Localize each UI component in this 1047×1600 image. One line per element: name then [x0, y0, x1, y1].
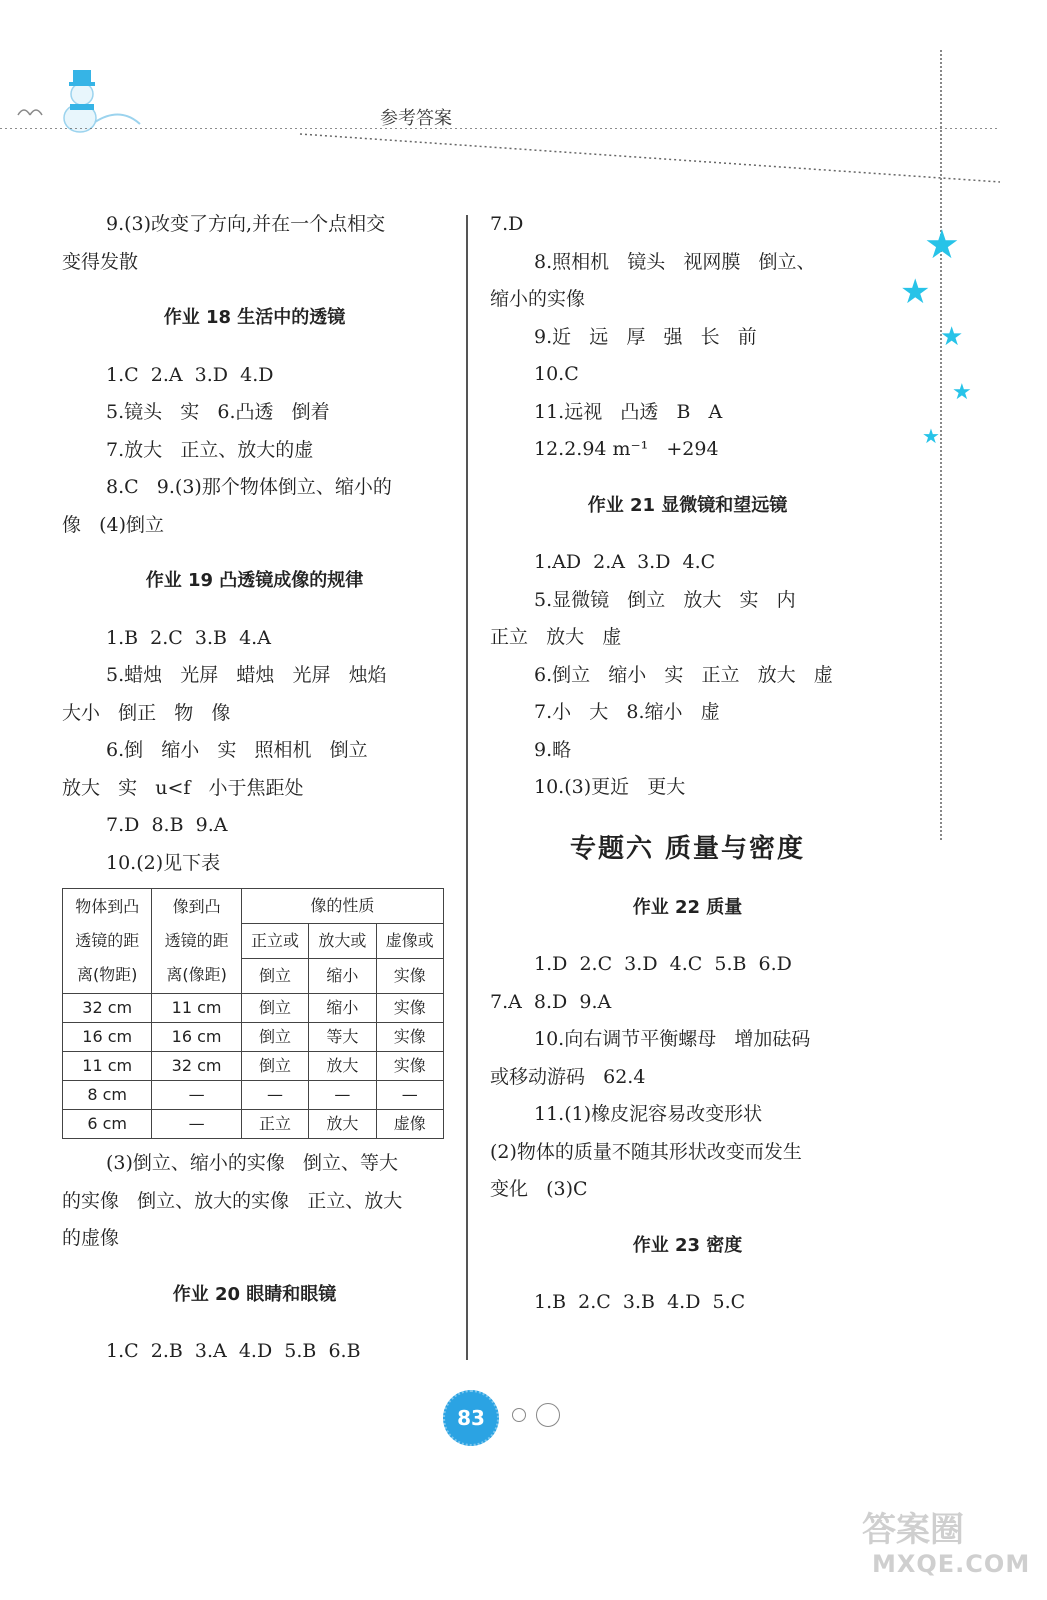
answer-line: 9.略: [534, 738, 572, 761]
table-subheader: 放大或: [309, 924, 376, 959]
answer-line: 1.B 2.C 3.B 4.D 5.C: [534, 1291, 746, 1313]
answer-line: 1.C 2.A 3.D 4.D: [106, 363, 274, 386]
answer-line: 1.D 2.C 3.D 4.C 5.B 6.D: [534, 953, 792, 975]
answer-line: (3)倒立、缩小的实像 倒立、等大: [106, 1152, 399, 1174]
section-heading: 作业 20 眼睛和眼镜: [172, 1283, 337, 1305]
answer-line: (2)物体的质量不随其形状改变而发生: [490, 1140, 802, 1163]
image-properties-table: [62, 888, 444, 1139]
answer-line: 10.向右调节平衡螺母 增加砝码: [534, 1028, 811, 1050]
answer-line: 6.倒立 缩小 实 正立 放大 虚: [534, 663, 833, 686]
answer-line: 7.D: [490, 213, 524, 235]
answer-line: 像 (4)倒立: [62, 513, 165, 536]
answer-line: 缩小的实像: [490, 288, 586, 310]
star-icon: ★: [922, 424, 940, 448]
section-heading: 作业 18 生活中的透镜: [163, 307, 346, 328]
section-heading: 作业 21 显微镜和望远镜: [587, 494, 788, 516]
answer-line: 10.C: [534, 363, 579, 385]
star-icon: ★: [924, 222, 960, 268]
star-icon: ★: [900, 272, 931, 312]
answer-line: 变得发散: [62, 250, 139, 273]
answer-line: 12.2.94 m⁻¹ +294: [534, 438, 719, 460]
decor-circle-small: [512, 1408, 526, 1422]
answer-line: 7.放大 正立、放大的虚: [106, 438, 314, 461]
table-row: 6 cm — 正立 放大 虚像: [63, 1110, 444, 1139]
answer-line: 11.(1)橡皮泥容易改变形状: [534, 1103, 763, 1125]
answer-line: 10.(3)更近 更大: [534, 776, 686, 798]
watermark-logo: 答案圈: [862, 1510, 964, 1550]
answer-line: 7.A 8.D 9.A: [490, 990, 612, 1013]
column-separator: [466, 215, 468, 1360]
answer-line: 11.远视 凸透 B A: [534, 400, 723, 423]
table-subheader: 缩小: [309, 959, 376, 994]
answer-line: 5.显微镜 倒立 放大 实 内: [534, 588, 796, 611]
table-subheader: 虚像或: [376, 924, 443, 959]
star-icon: ★: [940, 322, 964, 352]
header-title: 参考答案: [380, 108, 452, 129]
star-icon: ★: [952, 380, 972, 405]
answer-line: 7.D 8.B 9.A: [106, 814, 228, 836]
answer-line: 的虚像: [62, 1227, 120, 1249]
snowman-decoration: [0, 60, 150, 135]
section-heading: 作业 19 凸透镜成像的规律: [145, 570, 364, 591]
table-row: 8 cm — — — —: [63, 1081, 444, 1110]
decor-circle-large: [536, 1403, 560, 1427]
answer-line: 10.(2)见下表: [106, 851, 221, 874]
table-header-image-distance: 像到凸 透镜的距 离(像距): [152, 889, 241, 994]
answer-line: 9.(3)改变了方向,并在一个点相交: [106, 213, 386, 235]
table-header-object-distance: 物体到凸 透镜的距 离(物距): [63, 889, 152, 994]
answer-line: 1.B 2.C 3.B 4.A: [106, 626, 271, 649]
table-row: 11 cm 32 cm 倒立 放大 实像: [63, 1052, 444, 1081]
table-header-image-properties: 像的性质: [241, 889, 443, 924]
table-row: 16 cm 16 cm 倒立 等大 实像: [63, 1023, 444, 1052]
answer-line: 的实像 倒立、放大的实像 正立、放大: [62, 1189, 403, 1212]
answer-line: 7.小 大 8.缩小 虚: [534, 701, 720, 723]
table-subheader: 倒立: [241, 959, 308, 994]
page-number: 83: [443, 1390, 499, 1446]
answer-line: 8.C 9.(3)那个物体倒立、缩小的: [106, 476, 392, 498]
answer-line: 变化 (3)C: [490, 1178, 588, 1200]
section-heading: 作业 22 质量: [632, 896, 743, 918]
table-subheader: 正立或: [241, 924, 308, 959]
answer-line: 8.照相机 镜头 视网膜 倒立、: [534, 250, 816, 273]
answer-line: 或移动游码 62.4: [490, 1065, 646, 1088]
left-column: [62, 206, 447, 1371]
answer-line: 1.AD 2.A 3.D 4.C: [534, 551, 716, 573]
answer-line: 9.近 远 厚 强 长 前: [534, 325, 757, 348]
answer-line: 放大 实 u<f 小于焦距处: [62, 776, 304, 799]
right-dotted-divider: [940, 50, 942, 840]
answer-line: 正立 放大 虚: [490, 626, 622, 648]
header-dotted-line: [0, 128, 1047, 188]
watermark-url: MXQE.COM: [872, 1550, 1031, 1578]
topic-title: 专题六 质量与密度: [569, 833, 806, 864]
table-subheader: 实像: [376, 959, 443, 994]
table-row: 32 cm 11 cm 倒立 缩小 实像: [63, 994, 444, 1023]
right-column: [490, 206, 885, 1322]
answer-line: 1.C 2.B 3.A 4.D 5.B 6.B: [106, 1340, 361, 1362]
answer-line: 6.倒 缩小 实 照相机 倒立: [106, 739, 368, 761]
section-heading: 作业 23 密度: [632, 1234, 743, 1256]
answer-line: 5.蜡烛 光屏 蜡烛 光屏 烛焰: [106, 664, 387, 686]
answer-line: 大小 倒正 物 像: [62, 701, 231, 724]
answer-line: 5.镜头 实 6.凸透 倒着: [106, 401, 330, 423]
